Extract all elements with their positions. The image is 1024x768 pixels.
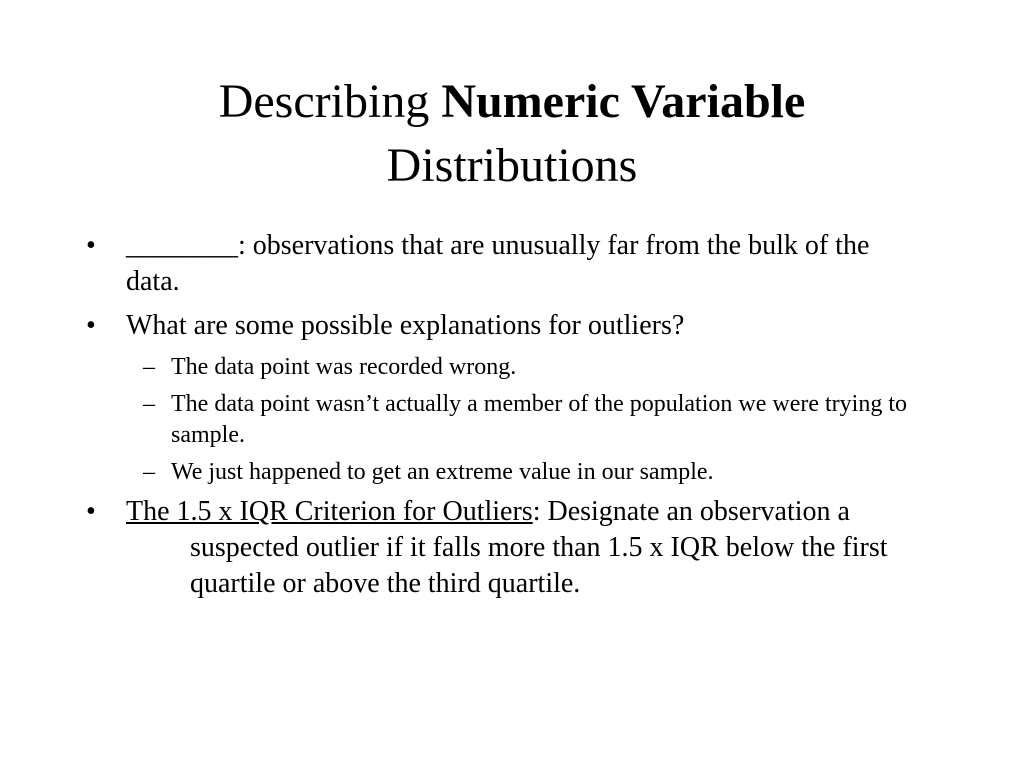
bullet-marker: • — [86, 230, 96, 261]
title-line-2: Distributions — [386, 139, 638, 192]
bullet-text: ________: observations that are unusually far from the bulk of the data. — [126, 230, 870, 297]
title-prefix: Describing — [218, 75, 442, 128]
title-line-1 — [0, 70, 1024, 134]
sub-bullet-text: The data point was recorded wrong. — [171, 354, 517, 380]
title-bold: Numeric Variable — [441, 75, 806, 128]
bullet-marker: • — [86, 310, 96, 341]
sub-bullet-text: The data point wasn’t actually a member of the population we were trying to sample. — [171, 391, 907, 448]
dash-marker: – — [143, 391, 155, 417]
dash-marker: – — [143, 354, 155, 380]
sub-bullet-item — [86, 389, 916, 451]
dash-marker: – — [143, 459, 155, 485]
slide-title — [0, 70, 1024, 198]
sub-bullet-text: We just happened to get an extreme value in our sample. — [171, 459, 714, 485]
criterion-heading: The 1.5 x IQR Criterion for Outliers — [126, 496, 533, 527]
sub-bullet-item — [86, 457, 916, 488]
bullet-marker: • — [86, 496, 96, 527]
criterion-text: : Designate an observation a suspected outlier if it falls more than 1.5 x IQR below the first quartile or above the third quartile. — [190, 496, 888, 599]
bullet-item-iqr-criterion — [86, 494, 916, 602]
slide-body — [86, 228, 916, 610]
bullet-text: What are some possible explanations for outliers? — [126, 310, 685, 341]
bullet-item-outliers-definition — [86, 228, 916, 300]
bullet-item-explanations — [86, 308, 916, 344]
sub-bullet-item — [86, 352, 916, 383]
